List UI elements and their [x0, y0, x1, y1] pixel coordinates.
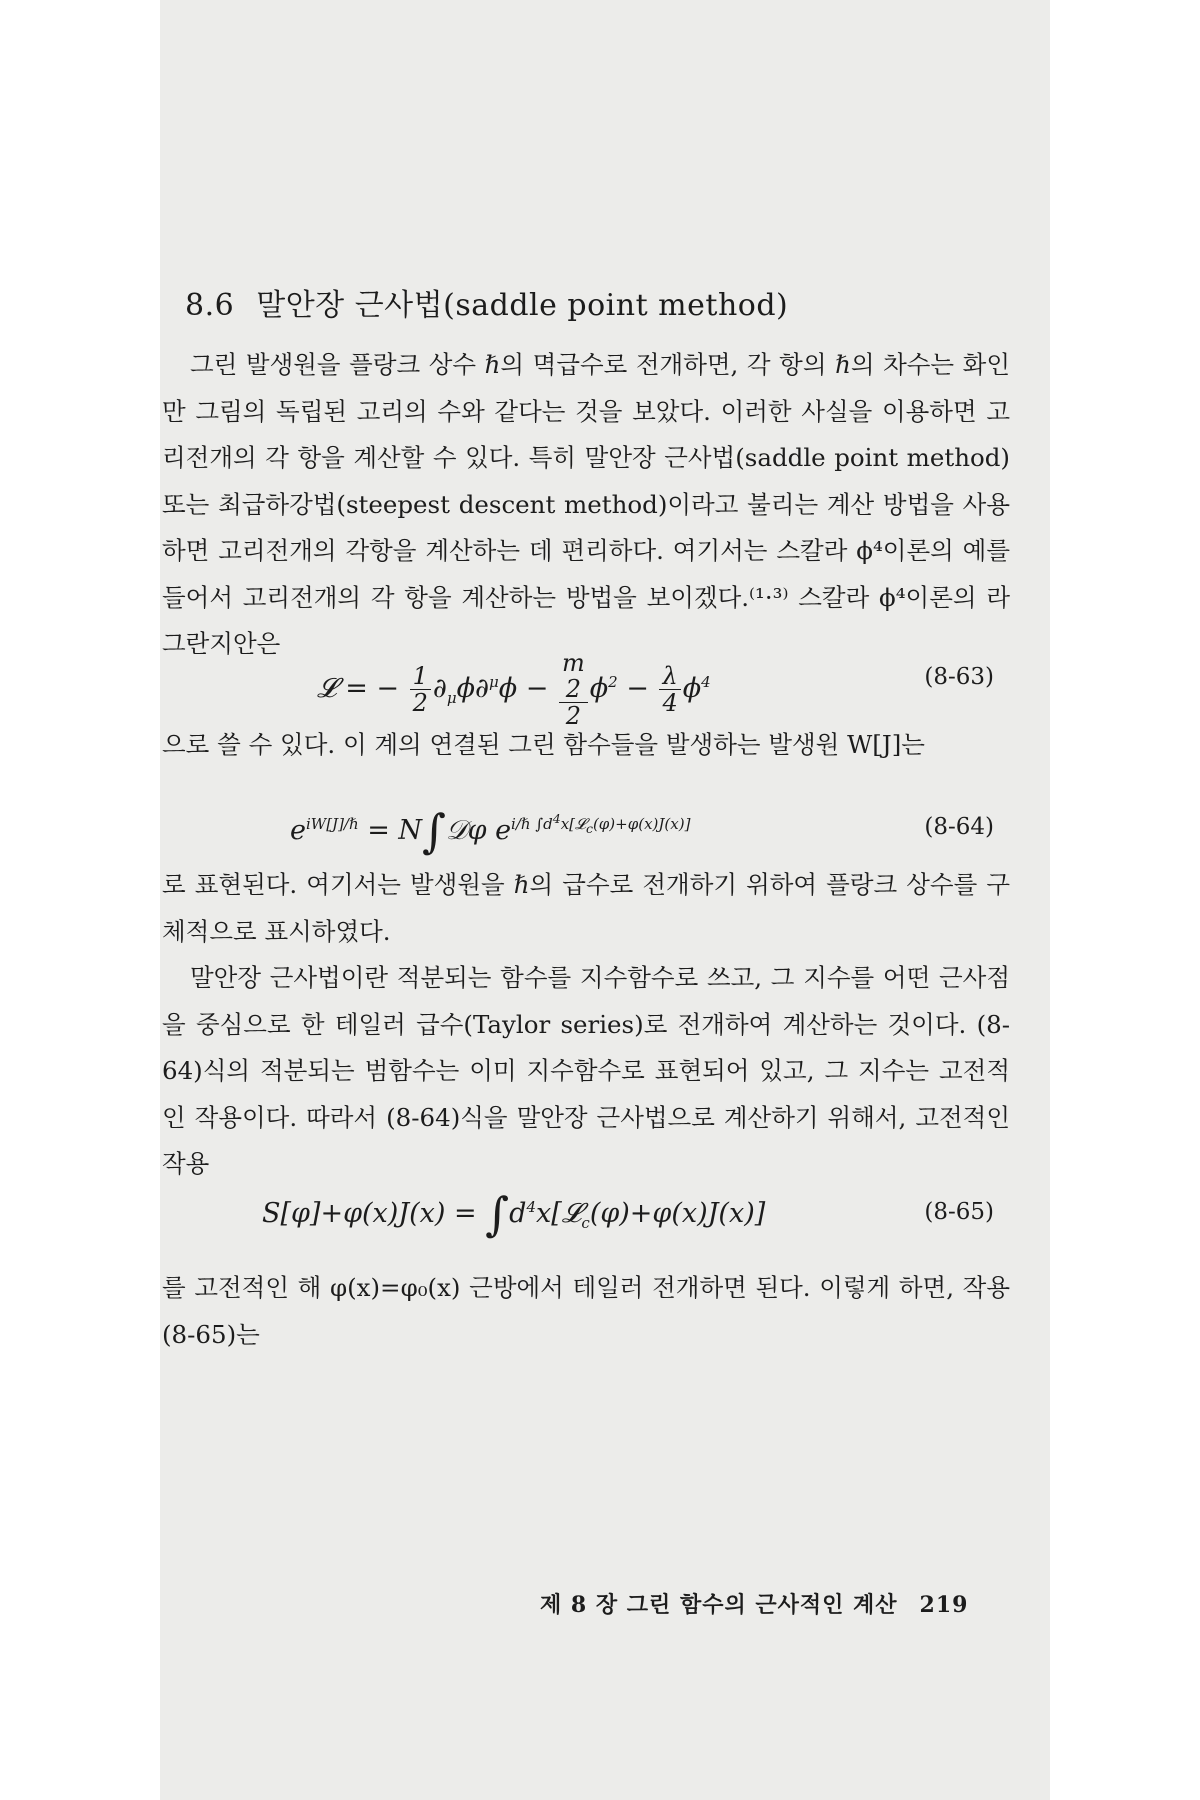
- page-number: 219: [919, 1592, 969, 1618]
- equation-label-8-64: (8-64): [924, 814, 994, 840]
- equation-8-63: [162, 649, 1010, 730]
- paragraph-2: 으로 쓸 수 있다. 이 계의 연결된 그린 함수들을 발생하는 발생원 W[J]는: [162, 730, 925, 759]
- equation-8-64: [162, 800, 1010, 860]
- paragraph-3-block: [162, 862, 1010, 955]
- equation-8-65: [162, 1185, 1010, 1245]
- paragraph-1: 그린 발생원을 플랑크 상수 ℏ의 멱급수로 전개하면, 각 항의 ℏ의 차수는 화인만 그림의 독립된 고리의 수와 같다는 것을 보았다. 이러한 사실을 이용하면 고리전개의 각 항을 계산할 수 있다. 특히 말안장 근사법(saddle point method) 또는 최급하강법(steepest descent method)이라고 불리는 계산 방법을 사용하면 고리전개의 각항을 계산하는 데 편리하다. 여기서는 스칼라 ϕ⁴이론의 예를 들어서 고리전개의 각 항을 계산하는 방법을 보이겠다.⁽¹·³⁾ 스칼라 ϕ⁴이론의 라그란지안은: [162, 350, 1010, 658]
- section-number: 8.6: [185, 288, 235, 323]
- paragraph-4: 말안장 근사법이란 적분되는 함수를 지수함수로 쓰고, 그 지수를 어떤 근사점을 중심으로 한 테일러 급수(Taylor series)로 전개하여 계산하는 것이다. (8-64)식의 적분되는 범함수는 이미 지수함수로 표현되어 있고, 그 지수는 고전적인 작용이다. 따라서 (8-64)식을 말안장 근사법으로 계산하기 위해서, 고전적인 작용: [162, 963, 1010, 1178]
- paragraph-1-block: [162, 342, 1010, 668]
- paragraph-4-block: [162, 955, 1010, 1188]
- running-footer: [540, 1588, 968, 1619]
- equation-8-65-body: $S[\varphi]+\varphi(x)J(x) = \int d^4x[𝓛_c(\varphi)+\varphi(x)J(x)]$: [262, 1187, 766, 1241]
- paragraph-3: 로 표현된다. 여기서는 발생원을 ℏ의 급수로 전개하기 위하여 플랑크 상수를 구체적으로 표시하였다.: [162, 870, 1010, 946]
- section-title: 말안장 근사법(saddle point method): [256, 288, 789, 323]
- section-heading: [185, 280, 788, 324]
- paragraph-5-block: [162, 1265, 1010, 1358]
- paragraph-2-block: [162, 722, 1010, 769]
- equation-label-8-65: (8-65): [924, 1199, 994, 1225]
- equation-label-8-63: (8-63): [924, 664, 994, 690]
- equation-8-64-body: $e^{iW[J]/\hbar}$ = N∫𝒟φ $e^{i/\hbar \int d^4x[𝓛_c(\varphi)+\varphi(x)J(x)]}$: [290, 804, 691, 858]
- chapter-footer: 제 8 장 그린 함수의 근사적인 계산: [540, 1592, 898, 1618]
- equation-8-63-body: 𝓛 = − $\frac{1}{2}$ $\partial_\mu\phi\partial^\mu\phi$ − m 2 2 $\phi^2$ − $\frac{\lambda}{4}$ $\phi^4$: [317, 649, 711, 730]
- paragraph-5: 를 고전적인 해 φ(x)=φ₀(x) 근방에서 테일러 전개하면 된다. 이렇게 하면, 작용 (8-65)는: [162, 1273, 1010, 1349]
